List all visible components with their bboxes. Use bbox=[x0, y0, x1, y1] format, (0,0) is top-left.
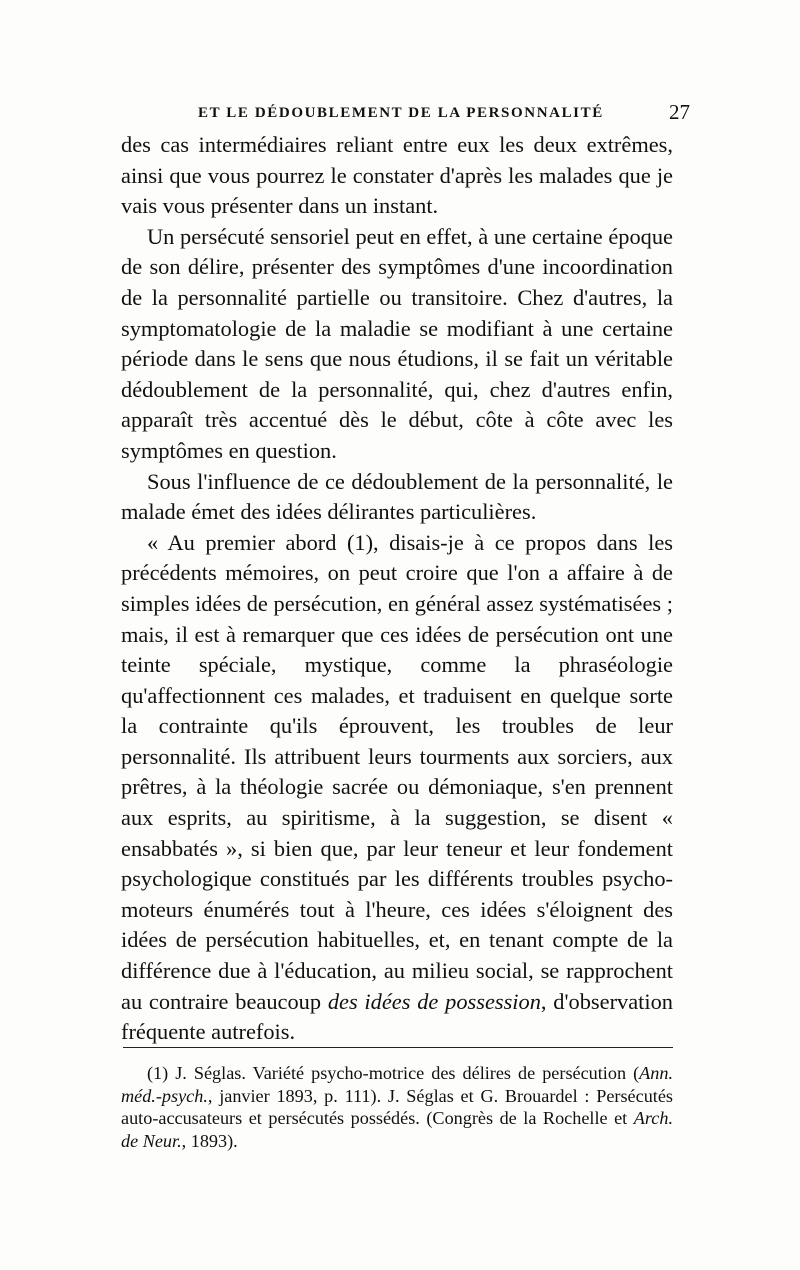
journal-title: Ann. méd.-psych. bbox=[121, 1063, 673, 1106]
quotation-ending: , d'observation fréquente autrefois. bbox=[121, 988, 673, 1045]
journal-title: Arch. de Neur. bbox=[121, 1108, 673, 1151]
page-header bbox=[190, 102, 690, 126]
footnote-part: , 1893). bbox=[181, 1130, 238, 1151]
paragraph-4 bbox=[121, 528, 673, 1048]
footnote-text bbox=[121, 1062, 673, 1152]
paragraph-3: Sous l'influence de ce dédoublement de la personnalité, le malade émet des idées délirantes particulières. bbox=[121, 468, 673, 525]
footnote-part: (1) J. Séglas. Variété psycho-motrice des délires de persécution ( bbox=[147, 1063, 640, 1083]
page-number: 27 bbox=[669, 100, 690, 124]
footnote-divider bbox=[123, 1047, 673, 1048]
footnote bbox=[121, 1062, 673, 1152]
quotation-text: « Au premier abord (1), disais-je à ce propos dans les précédents mémoires, on peut croire que l'on a affaire à de simples idées de persécution, en général assez systématisées ; mais, il est à remarquer que ces idées de persécution ont une teinte spéciale, mystique, comme la phraséologie qu'affectionnent ces malades, et traduisent en quelque sorte la contrainte qu'ils éprouvent, les troubles de leur personnalité. Ils attribuent leurs tourments aux sorciers, aux prêtres, à la théologie sacrée ou démoniaque, s'en prennent aux esprits, au spiritisme, à la suggestion, se disent « ensabbatés », si bien que, par leur teneur et leur fondement psychologique constitués par les différents troubles psycho-moteurs énumérés tout à l'heure, ces idées s'éloignent des idées de persécution habituelles, et, en tenant compte de la différence due à l'éducation, au milieu social, se rapprochent au contraire beaucoup bbox=[121, 529, 673, 1014]
paragraph-1: des cas intermédiaires reliant entre eux les deux extrêmes, ainsi que vous pourrez le constater d'après les malades que je vais vous présenter dans un instant. bbox=[121, 132, 673, 219]
running-title: ET LE DÉDOUBLEMENT DE LA PERSONNALITÉ bbox=[198, 105, 604, 121]
body-text bbox=[121, 130, 673, 1048]
emphasized-term: des idées de possession bbox=[327, 988, 541, 1014]
paragraph-2: Un persécuté sensoriel peut en effet, à une certaine époque de son délire, présenter des symptômes d'une incoordination de la personnalité partielle ou transitoire. Chez d'autres, la symptomatologie de la maladie se modifiant à une certaine période dans le sens que nous étudions, il se fait un véritable dédoublement de la personnalité, qui, chez d'autres enfin, apparaît très accentué dès le début, côte à côte avec les symptômes en question. bbox=[121, 223, 673, 463]
footnote-part: , janvier 1893, p. 111). J. Séglas et G. Brouardel : Persécutés auto-accusateurs et persécutés possédés. (Congrès de la Rochelle et bbox=[121, 1085, 673, 1128]
